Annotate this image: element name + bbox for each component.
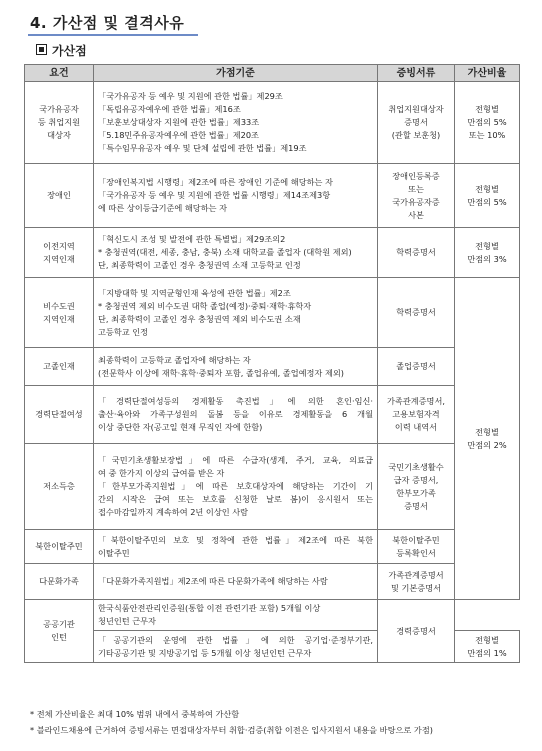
table-row — [25, 530, 520, 564]
criteria-cell: 「북한이탈주민의 보호 및 정착에 관한 법률」제2조에 따른 북한 이탈주민 — [94, 530, 378, 564]
category-cell: 경력단절여성 — [25, 386, 94, 444]
criteria-cell: 「경력단절여성등의 경제활동 촉진법」에 의한 혼인·임신· 출산·육아와 가족구성원의 돌봄 등을 이유로 경제활동을 6 개월 이상 중단한 자(공고일 현재 무직인 자에 한함) — [94, 386, 378, 444]
criteria-cell: 「지방대학 및 지역균형인재 육성에 관한 법률」제2조 * 충청권역 제외 비수도권 대학 졸업(예정)·중퇴·재학·휴학자 단, 최종학력이 고졸인 경우 충청권역 제외 비수도권 소재 고등학교 인정 — [94, 278, 378, 348]
sub-title-text: 가산점 — [52, 44, 87, 58]
criteria-cell: 최종학력이 고등학교 졸업자에 해당하는 자 (전문학사 이상에 재학·휴학·중퇴자 포함, 졸업유예, 졸업예정자 제외) — [94, 348, 378, 386]
table-row — [25, 386, 520, 444]
criteria-cell: 「국가유공자 등 예우 및 지원에 관한 법률」제29조 「독립유공자예우에 관한 법률」제16조 「보훈보상대상자 지원에 관한 법률」제33조 「5.18민주유공자예우에 관한 법률」제20조 「특수임무유공자 예우 및 단체 설립에 관한 법률」제19조 — [94, 82, 378, 164]
category-cell: 이전지역 지역인재 — [25, 228, 94, 278]
criteria-cell: 「장애인복지법 시행령」제2조에 따른 장애인 기준에 해당하는 자 「국가유공자 등 예우 및 지원에 관한 법률 시행령」제14조제3항 에 따른 상이등급기준에 해당하는 자 — [94, 164, 378, 228]
category-cell: 다문화가족 — [25, 564, 94, 600]
category-cell: 국가유공자 등 취업지원 대상자 — [25, 82, 94, 164]
section-title: 4. 가산점 및 결격사유 — [30, 14, 185, 32]
table-row — [25, 348, 520, 386]
category-cell: 저소득층 — [25, 444, 94, 530]
category-cell: 북한이탈주민 — [25, 530, 94, 564]
docs-cell: 학력증명서 — [378, 228, 455, 278]
title-underline — [28, 34, 198, 36]
table-row — [25, 82, 520, 164]
docs-cell: 가족관계증명서, 고용보험자격 이력 내역서 — [378, 386, 455, 444]
table-row — [25, 600, 520, 631]
sub-title — [36, 42, 87, 59]
rate-cell: 전형별 만점의 5% 또는 10% — [455, 82, 520, 164]
docs-cell: 취업지원대상자 증명서 (관할 보훈청) — [378, 82, 455, 164]
header-criteria: 가점기준 — [94, 65, 378, 82]
table-row — [25, 278, 520, 348]
header-rate: 가산비율 — [455, 65, 520, 82]
table-row — [25, 228, 520, 278]
criteria-cell: 「혁신도시 조성 및 발전에 관한 특별법」제29조의2 * 충청권역(대전, 세종, 충남, 충북) 소재 대학교를 졸업자 (대학원 제외) 단, 최종학력이 고졸인 경우 충청권역 소재 고등학교 인정 — [94, 228, 378, 278]
criteria-cell: 한국식품안전관리인증원(통합 이전 관련기관 포함) 5개월 이상 청년인턴 근무자 — [94, 600, 378, 631]
table-row — [25, 564, 520, 600]
docs-cell: 졸업증명서 — [378, 348, 455, 386]
header-row — [25, 65, 520, 82]
docs-cell: 국민기초생활수 급자 증명서, 한부모가족 증명서 — [378, 444, 455, 530]
header-docs: 증빙서류 — [378, 65, 455, 82]
category-cell: 비수도권 지역인재 — [25, 278, 94, 348]
docs-cell: 경력증명서 — [378, 600, 455, 663]
table-row — [25, 444, 520, 530]
table-row — [25, 164, 520, 228]
category-cell: 장애인 — [25, 164, 94, 228]
bonus-points-table — [24, 64, 520, 663]
footnote: * 블라인드채용에 근거하여 증빙서류는 면접대상자부터 취합·검증(취합 이전은 입사지원서 내용을 바탕으로 가점) — [30, 725, 433, 735]
criteria-cell: 「다문화가족지원법」제2조에 따른 다문화가족에 해당하는 사람 — [94, 564, 378, 600]
footnote: * 전체 가산비율은 최대 10% 범위 내에서 중복하여 가산함 — [30, 709, 240, 719]
criteria-cell: 「공공기관의 운영에 관한 법률」에 의한 공기업·준정부기관, 기타공공기관 및 지방공기업 등 5개월 이상 청년인턴 근무자 — [94, 631, 378, 663]
footnotes — [30, 706, 433, 738]
rate-cell: 전형별 만점의 1% — [455, 631, 520, 663]
category-cell: 고졸인재 — [25, 348, 94, 386]
docs-cell: 학력증명서 — [378, 278, 455, 348]
category-cell: 공공기관 인턴 — [25, 600, 94, 663]
header-category: 요건 — [25, 65, 94, 82]
rate-cell: 전형별 만점의 3% — [455, 228, 520, 278]
docs-cell: 가족관계증명서 및 기본증명서 — [378, 564, 455, 600]
merged-rate-cell: 전형별 만점의 2% — [455, 278, 520, 600]
rate-cell: 전형별 만점의 5% — [455, 164, 520, 228]
square-bullet-icon — [36, 44, 47, 55]
docs-cell: 장애인등록증 또는 국가유공자증 사본 — [378, 164, 455, 228]
criteria-cell: 「국민기초생활보장법」에 따른 수급자(생계, 주거, 교육, 의료급 여 중 한가지 이상의 급여를 받은 자 「한부모가족지원법」에 따른 보호대상자에 해당하는 기간이 기 간의 시작은 급여 또는 보호를 신청한 날로 봄)이 응시원서 또는 접수마감일까지 계속하여 2년 이상인 사람 — [94, 444, 378, 530]
docs-cell: 북한이탈주민 등록확인서 — [378, 530, 455, 564]
